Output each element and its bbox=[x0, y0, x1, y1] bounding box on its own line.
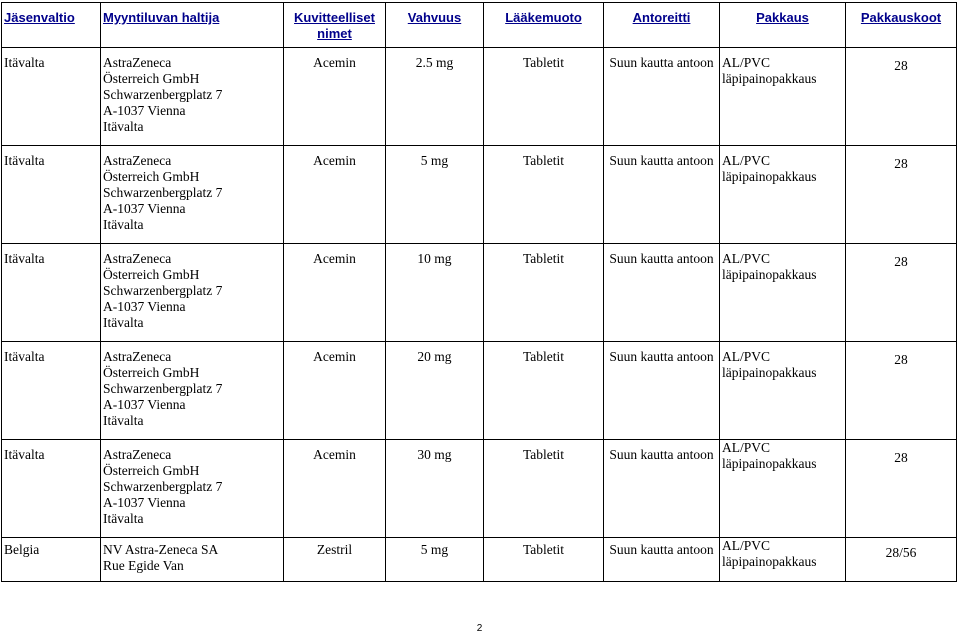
pack-line: läpipainopakkaus bbox=[722, 169, 817, 184]
holder-line: Itävalta bbox=[103, 511, 144, 526]
invented-name-cell: Acemin bbox=[284, 48, 386, 146]
route-cell: Suun kautta antoon bbox=[604, 538, 720, 582]
invented-name-cell: Acemin bbox=[284, 244, 386, 342]
invented-name-cell: Acemin bbox=[284, 440, 386, 538]
route-cell: Suun kautta antoon bbox=[604, 342, 720, 440]
pack-size-cell: 28 bbox=[846, 440, 957, 538]
invented-name-cell: Acemin bbox=[284, 342, 386, 440]
holder-line: A-1037 Vienna bbox=[103, 103, 186, 118]
header-form: Lääkemuoto bbox=[484, 3, 604, 48]
form-cell: Tabletit bbox=[484, 48, 604, 146]
holder-cell bbox=[101, 244, 284, 342]
holder-cell bbox=[101, 538, 284, 582]
pack-line: läpipainopakkaus bbox=[722, 365, 817, 380]
holder-line: Rue Egide Van bbox=[103, 558, 184, 573]
page-number: 2 bbox=[476, 623, 483, 634]
pack-cell bbox=[720, 342, 846, 440]
pack-line: AL/PVC bbox=[722, 349, 771, 364]
member-state-cell: Itävalta bbox=[2, 48, 101, 146]
strength-cell: 5 mg bbox=[386, 146, 484, 244]
header-pack: Pakkaus bbox=[720, 3, 846, 48]
holder-cell bbox=[101, 146, 284, 244]
form-cell: Tabletit bbox=[484, 244, 604, 342]
holder-line: Schwarzenbergplatz 7 bbox=[103, 479, 223, 494]
pack-cell bbox=[720, 440, 846, 538]
form-cell: Tabletit bbox=[484, 538, 604, 582]
member-state-cell: Itävalta bbox=[2, 440, 101, 538]
member-state-cell: Belgia bbox=[2, 538, 101, 582]
pack-line: läpipainopakkaus bbox=[722, 456, 817, 471]
table-row bbox=[2, 146, 957, 244]
route-cell: Suun kautta antoon bbox=[604, 146, 720, 244]
holder-line: AstraZeneca bbox=[103, 447, 172, 462]
holder-cell bbox=[101, 440, 284, 538]
holder-line: Itävalta bbox=[103, 315, 144, 330]
strength-cell: 2.5 mg bbox=[386, 48, 484, 146]
header-strength: Vahvuus bbox=[386, 3, 484, 48]
holder-line: Schwarzenbergplatz 7 bbox=[103, 185, 223, 200]
pack-line: AL/PVC bbox=[722, 538, 771, 553]
holder-line: Itävalta bbox=[103, 413, 144, 428]
holder-line: A-1037 Vienna bbox=[103, 299, 186, 314]
header-member-state: Jäsenvaltio bbox=[2, 3, 101, 48]
holder-line: NV Astra-Zeneca SA bbox=[103, 542, 219, 557]
pack-line: AL/PVC bbox=[722, 153, 771, 168]
pack-cell bbox=[720, 146, 846, 244]
holder-line: Schwarzenbergplatz 7 bbox=[103, 381, 223, 396]
header-route: Antoreitti bbox=[604, 3, 720, 48]
header-pack-size: Pakkauskoot bbox=[846, 3, 957, 48]
pack-line: AL/PVC bbox=[722, 55, 771, 70]
strength-cell: 10 mg bbox=[386, 244, 484, 342]
strength-cell: 30 mg bbox=[386, 440, 484, 538]
table-row bbox=[2, 244, 957, 342]
holder-line: Schwarzenbergplatz 7 bbox=[103, 87, 223, 102]
pack-cell bbox=[720, 538, 846, 582]
route-cell: Suun kautta antoon bbox=[604, 440, 720, 538]
holder-line: A-1037 Vienna bbox=[103, 201, 186, 216]
pack-line: läpipainopakkaus bbox=[722, 267, 817, 282]
holder-line: A-1037 Vienna bbox=[103, 495, 186, 510]
table-row bbox=[2, 48, 957, 146]
holder-cell bbox=[101, 342, 284, 440]
pack-line: läpipainopakkaus bbox=[722, 554, 817, 569]
form-cell: Tabletit bbox=[484, 440, 604, 538]
holder-line: Itävalta bbox=[103, 217, 144, 232]
pack-size-cell: 28 bbox=[846, 146, 957, 244]
holder-line: Österreich GmbH bbox=[103, 169, 200, 184]
holder-line: AstraZeneca bbox=[103, 153, 172, 168]
pack-cell bbox=[720, 244, 846, 342]
holder-line: Österreich GmbH bbox=[103, 71, 200, 86]
holder-line: AstraZeneca bbox=[103, 251, 172, 266]
route-cell: Suun kautta antoon bbox=[604, 48, 720, 146]
pack-size-cell: 28 bbox=[846, 342, 957, 440]
member-state-cell: Itävalta bbox=[2, 342, 101, 440]
invented-name-cell: Zestril bbox=[284, 538, 386, 582]
route-cell: Suun kautta antoon bbox=[604, 244, 720, 342]
holder-cell bbox=[101, 48, 284, 146]
pack-cell bbox=[720, 48, 846, 146]
holder-line: Schwarzenbergplatz 7 bbox=[103, 283, 223, 298]
member-state-cell: Itävalta bbox=[2, 244, 101, 342]
holder-line: A-1037 Vienna bbox=[103, 397, 186, 412]
pack-size-cell: 28/56 bbox=[846, 538, 957, 582]
header-row bbox=[2, 3, 957, 48]
holder-line: Österreich GmbH bbox=[103, 267, 200, 282]
pack-size-cell: 28 bbox=[846, 48, 957, 146]
form-cell: Tabletit bbox=[484, 146, 604, 244]
strength-cell: 20 mg bbox=[386, 342, 484, 440]
header-invented-name: Kuvitteelliset nimet bbox=[284, 3, 386, 48]
product-table bbox=[1, 2, 957, 582]
table-row bbox=[2, 342, 957, 440]
holder-line: AstraZeneca bbox=[103, 349, 172, 364]
holder-line: AstraZeneca bbox=[103, 55, 172, 70]
pack-size-cell: 28 bbox=[846, 244, 957, 342]
table-row bbox=[2, 538, 957, 582]
member-state-cell: Itävalta bbox=[2, 146, 101, 244]
pack-line: AL/PVC bbox=[722, 251, 771, 266]
strength-cell: 5 mg bbox=[386, 538, 484, 582]
invented-name-cell: Acemin bbox=[284, 146, 386, 244]
form-cell: Tabletit bbox=[484, 342, 604, 440]
holder-line: Österreich GmbH bbox=[103, 365, 200, 380]
table-row bbox=[2, 440, 957, 538]
header-holder: Myyntiluvan haltija bbox=[101, 3, 284, 48]
pack-line: AL/PVC bbox=[722, 440, 771, 455]
holder-line: Österreich GmbH bbox=[103, 463, 200, 478]
holder-line: Itävalta bbox=[103, 119, 144, 134]
pack-line: läpipainopakkaus bbox=[722, 71, 817, 86]
